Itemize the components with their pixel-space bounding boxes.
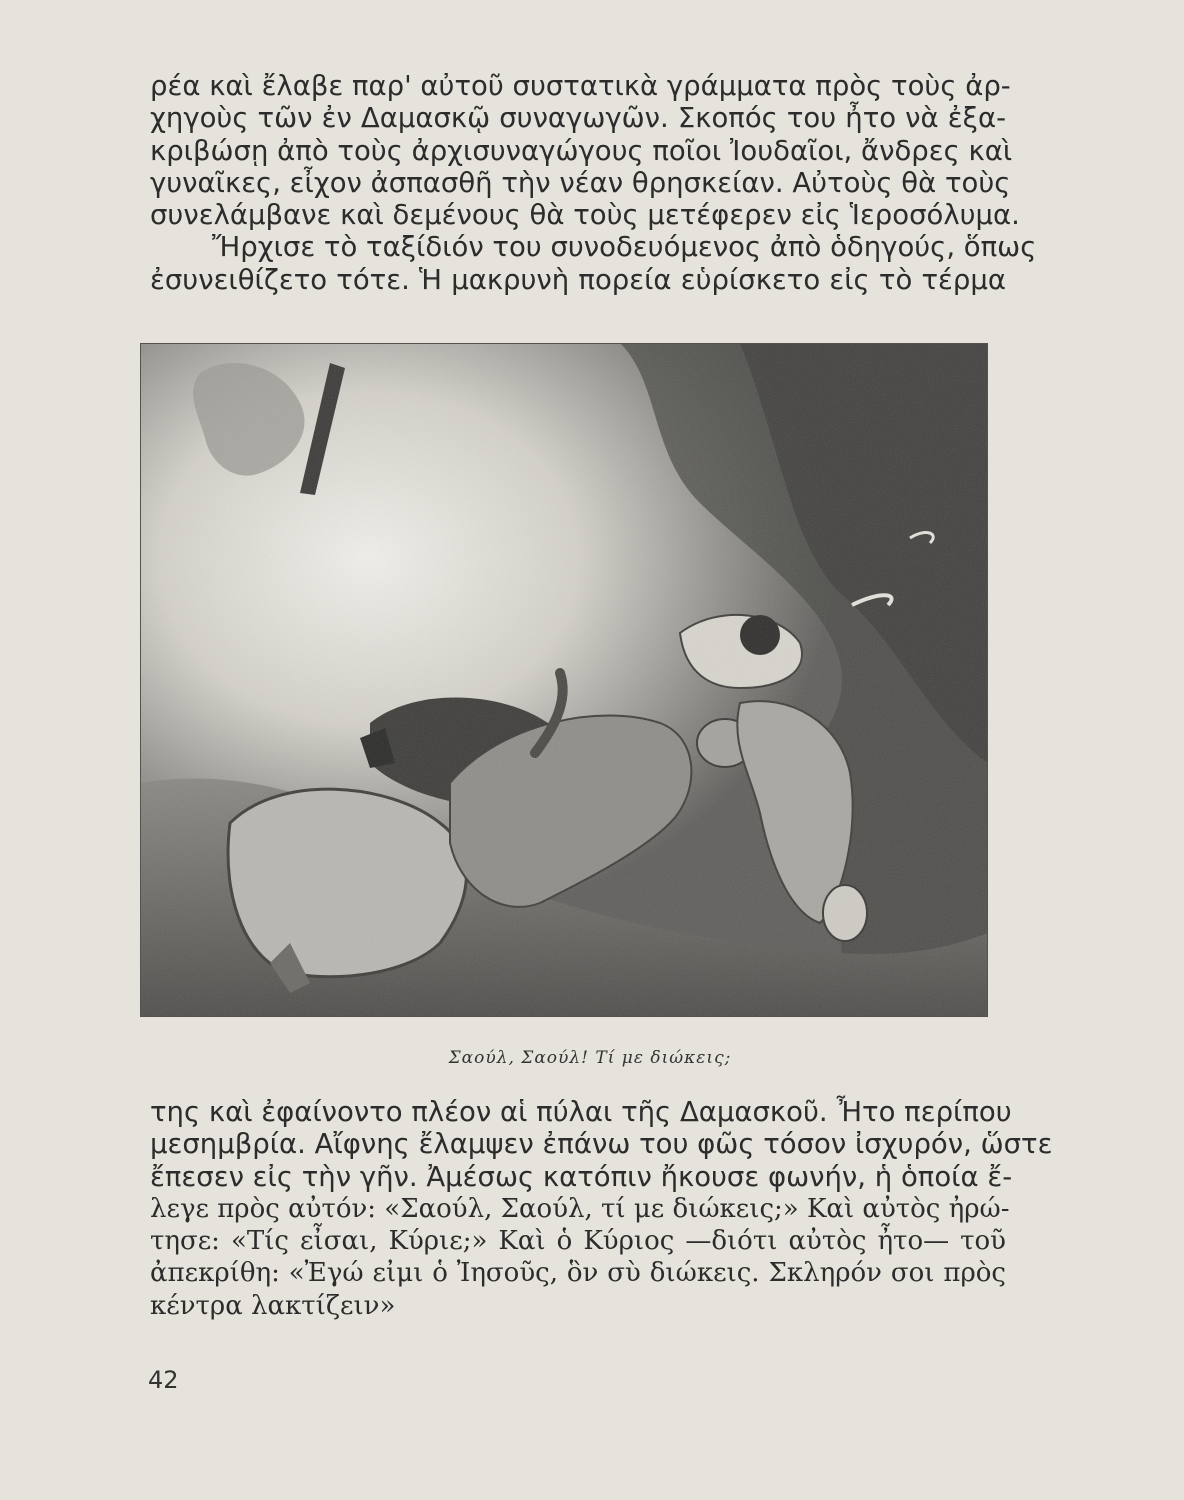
text-line: τησε: «Τίς εἶσαι, Κύριε;» Καὶ ὁ Κύριος —διότι αὐτὸς ἦτο— τοῦ bbox=[150, 1226, 1006, 1257]
text-line: ἔπεσεν εἰς τὴν γῆν. Ἀμέσως κατόπιν ἤκουσε φωνήν, ἡ ὁποία ἔ- bbox=[150, 1160, 1013, 1193]
paragraph-top bbox=[150, 70, 1037, 296]
text-line: ρέα καὶ ἔλαβε παρ' αὐτοῦ συστατικὰ γράμματα πρὸς τοὺς ἀρ- bbox=[150, 70, 1011, 102]
text-line: κριβώσῃ ἀπὸ τοὺς ἀρχισυναγώγους ποῖοι Ἰουδαῖοι, ἄνδρες καὶ bbox=[150, 134, 1013, 167]
text-line: Ἤρχισε τὸ ταξίδιόν του συνοδευόμενος ἀπὸ ὁδηγούς, ὅπως bbox=[212, 231, 1037, 264]
text-line: μεσημβρία. Αἴφνης ἔλαμψεν ἐπάνω του φῶς τόσον ἰσχυρόν, ὥστε bbox=[150, 1128, 1053, 1161]
page-number: 42 bbox=[148, 1366, 179, 1394]
text-line: ἀπεκρίθη: «Ἐγώ εἰμι ὁ Ἰησοῦς, ὃν σὺ διώκεις. Σκληρόν σοι πρὸς bbox=[150, 1258, 1006, 1289]
text-line: ἐσυνειθίζετο τότε. Ἡ μακρυνὴ πορεία εὑρίσκετο εἰς τὸ τέρμα bbox=[150, 263, 1006, 296]
text-line: κέντρα λακτίζειν» bbox=[150, 1290, 396, 1321]
paragraph-bottom bbox=[150, 1096, 1053, 1322]
illustration-conversion-of-saul bbox=[140, 343, 988, 1017]
text-line: της καὶ ἐφαίνοντο πλέον αἱ πύλαι τῆς Δαμασκοῦ. Ἦτο περίπου bbox=[150, 1096, 1012, 1128]
text-line: συνελάμβανε καὶ δεμένους θὰ τοὺς μετέφερεν εἰς Ἱεροσόλυμα. bbox=[150, 199, 1020, 232]
text-line: χηγοὺς τῶν ἐν Δαμασκῷ συναγωγῶν. Σκοπός του ἦτο νὰ ἐξα- bbox=[150, 102, 1006, 135]
text-line: γυναῖκες, εἶχον ἀσπασθῆ τὴν νέαν θρησκείαν. Αὐτοὺς θὰ τοὺς bbox=[150, 166, 1011, 199]
text-line: λεγε πρὸς αὐτόν: «Σαούλ, Σαούλ, τί με διώκεις;» Καὶ αὐτὸς ἠρώ- bbox=[150, 1193, 1010, 1224]
figure-caption: Σαούλ, Σαούλ! Τί με διώκεις; bbox=[448, 1048, 732, 1068]
